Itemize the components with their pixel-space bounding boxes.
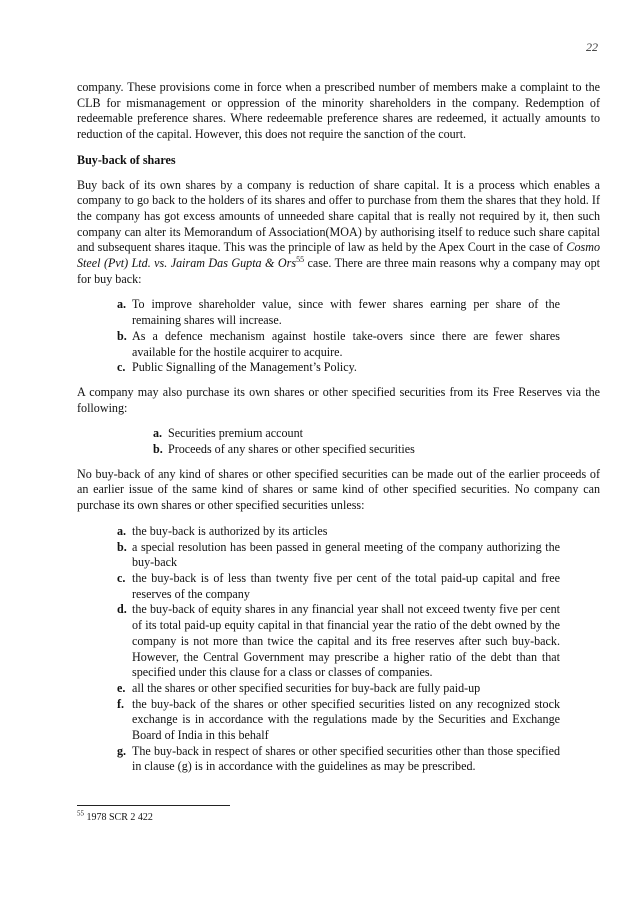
list-marker: c. [117,570,126,585]
footnote [77,809,153,823]
conditions-list [117,524,560,775]
list-marker: a. [153,426,163,441]
list-marker: b. [117,539,127,554]
footnote-reference: 55 [296,255,305,264]
restriction-paragraph: No buy-back of any kind of shares or other specified securities can be made out of the earlier proceeds of an earlier issue of the same kind of shares or same kind of other specified securities. No company can purchase its own shares or other specified securities unless: [77,466,600,513]
buyback-paragraph-text-1: Buy back of its own shares by a company is reduction of share capital. It is a process which enables a company to go back to the holders of its shares and offer to purchase from them the shares that they hold. If the company has got excess amounts of unneeded share capital that is really not required by it, then such company can alter its Memorandum of Association(MOA) by authorising itself to reduce such share capital and subsequent shares itaque. This was the principle of law as held by the Apex Court in the case of [77,177,600,255]
footnote-text: 1978 SCR 2 422 [86,812,153,823]
list-item [117,329,560,360]
list-item-text: the buy-back is of less than twenty five per cent of the total paid-up capital and free reserves of the company [132,570,560,601]
list-marker: a. [117,523,127,538]
footnote-divider [77,805,230,806]
list-item-text: the buy-back of equity shares in any financial year shall not exceed twenty five per cent of its total paid-up equity capital in that financial year the ratio of the debt owned by the company is not more than twice the capital and its free reserves after such buy-back. However, the Central Government may prescribe a higher ratio of the debt than that specified under this clause for a class or classes of companies. [132,602,560,680]
sources-list [153,426,483,457]
list-item [117,744,560,775]
list-marker: c. [117,360,126,375]
free-reserves-paragraph: A company may also purchase its own shares or other specified securities from its Free Reserves via the following: [77,384,600,415]
list-item [117,540,560,571]
list-item [117,571,560,602]
footnote-number: 55 [77,809,84,818]
list-item-text: Securities premium account [168,426,304,441]
list-marker: d. [117,602,127,617]
list-item-text: The buy-back in respect of shares or other specified securities other than those specified in clause (g) is in accordance with the guidelines as may be prescribed. [132,743,560,774]
list-marker: g. [117,743,127,758]
list-item [117,602,560,681]
list-item-text: As a defence mechanism against hostile take-overs since there are fewer shares available for the hostile acquirer to acquire. [132,328,560,359]
page-number: 22 [586,40,598,54]
buyback-paragraph-text-2: case. There are three main reasons why a company may opt for buy back: [77,256,600,286]
list-item-text: To improve shareholder value, since with fewer shares earning per share of the remaining shares will increase. [132,297,560,328]
list-item-text: Public Signalling of the Management’s Policy. [132,360,357,375]
list-item-text: a special resolution has been passed in general meeting of the company authorizing the buy-back [132,539,560,570]
list-item-text: all the shares or other specified securities for buy-back are fully paid-up [132,680,481,695]
list-item [117,360,560,376]
reasons-list [117,297,560,376]
list-item [117,681,560,697]
list-item [153,426,483,442]
buyback-paragraph [77,178,600,288]
list-item-text: the buy-back of the shares or other specified securities listed on any recognized stock exchange is in accordance with the regulations made by the Securities and Exchange Board of India in this behalf [132,696,560,743]
list-item [153,442,483,458]
list-item-text: the buy-back is authorized by its articles [132,523,328,538]
section-heading: Buy-back of shares [77,152,176,167]
list-item [117,697,560,744]
list-item [117,524,560,540]
list-item-text: Proceeds of any shares or other specified securities [168,442,415,457]
case-name: Cosmo Steel (Pvt) Ltd. vs. Jairam Das Gupta & Ors [77,240,600,271]
document-body [77,80,600,775]
list-marker: b. [153,442,163,457]
list-marker: a. [117,297,127,312]
list-item [117,297,560,328]
list-marker: b. [117,328,127,343]
intro-paragraph: company. These provisions come in force when a prescribed number of members make a complaint to the CLB for mismanagement or oppression of the minority shareholders in the company. Redemption of redeemable preference shares. Where redeemable preference shares are redeemed, it actually amounts to reduction of the capital. However, this does not require the sanction of the court. [77,80,600,142]
list-marker: e. [117,680,126,695]
list-marker: f. [117,696,125,711]
